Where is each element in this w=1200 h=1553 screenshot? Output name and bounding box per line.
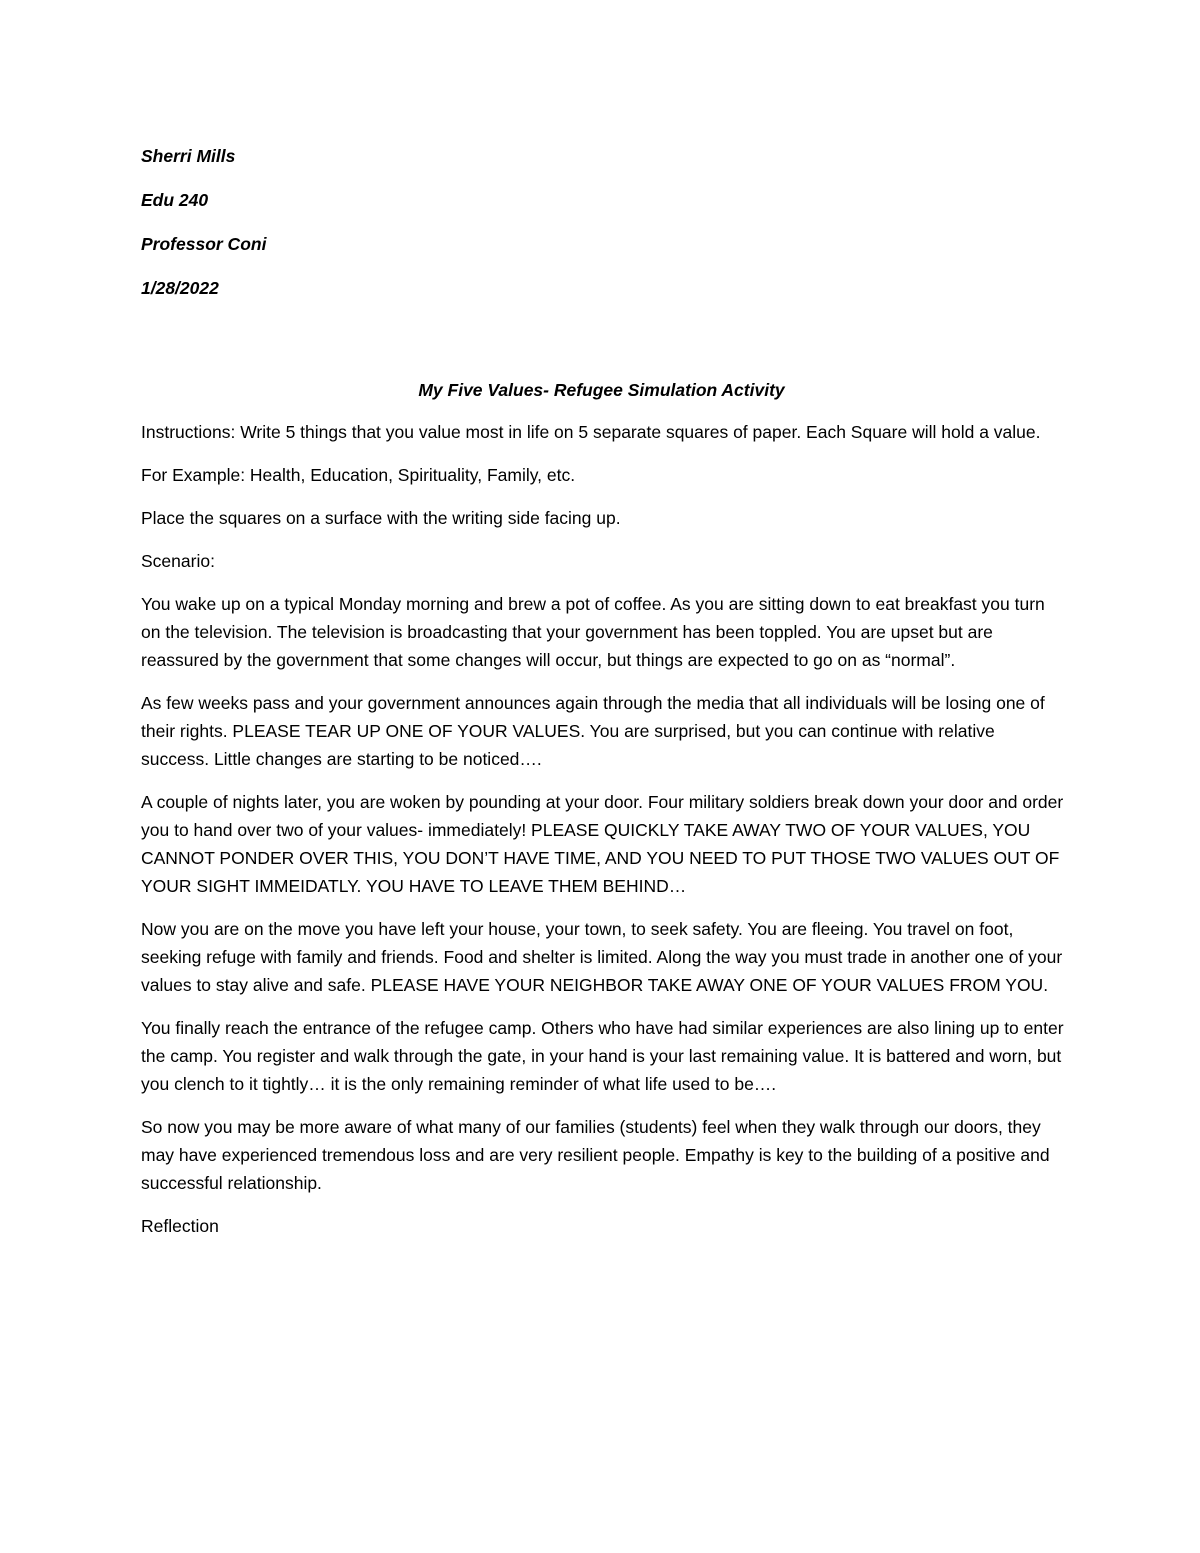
paragraph-scenario-1: You wake up on a typical Monday morning and brew a pot of coffee. As you are sitting down to eat breakfast you turn on the television. The television is broadcasting that your government has been toppled. You are upset but are reassured by the government that some changes will occur, but things are expected to go on as “normal”.: [141, 594, 1050, 670]
paragraph-example: For Example: Health, Education, Spirituality, Family, etc.: [141, 465, 576, 485]
paragraph-scenario-4: Now you are on the move you have left your house, your town, to seek safety. You are fleeing. You travel on foot, seeking refuge with family and friends. Food and shelter is limited. Along the way you must trade in another one of your values to stay alive and safe. PLEASE HAVE YOUR NEIGHBOR TAKE AWAY ONE OF YOUR VALUES FROM YOU.: [141, 919, 1068, 995]
document-date: 1/28/2022: [141, 278, 219, 298]
paragraph-placement: Place the squares on a surface with the writing side facing up.: [141, 508, 621, 528]
paragraph-instructions: Instructions: Write 5 things that you value most in life on 5 separate squares of paper. Each Square will hold a value.: [141, 422, 1041, 442]
course-name: Edu 240: [141, 190, 209, 210]
professor-name: Professor Coni: [141, 234, 267, 254]
paragraph-scenario-3: A couple of nights later, you are woken by pounding at your door. Four military soldiers break down your door and order you to hand over two of your values- immediately! PLEASE QUICKLY TAKE AWAY TWO OF YOUR VALUES, YOU CANNOT PONDER OVER THIS, YOU DON’T HAVE TIME, AND YOU NEED TO PUT THOSE TWO VALUES OUT OF YOUR SIGHT IMMEIDATLY. YOU HAVE TO LEAVE THEM BEHIND…: [141, 792, 1069, 896]
paragraph-reflection-label: Reflection: [141, 1216, 219, 1236]
paragraph-scenario-2: As few weeks pass and your government announces again through the media that all individuals will be losing one of their rights. PLEASE TEAR UP ONE OF YOUR VALUES. You are surprised, but you can continue with relative success. Little changes are starting to be noticed….: [141, 693, 1050, 769]
author-name: Sherri Mills: [141, 146, 236, 166]
spacer: [141, 318, 1066, 376]
paragraph-scenario-label: Scenario:: [141, 551, 215, 571]
paragraph-scenario-5: You finally reach the entrance of the refugee camp. Others who have had similar experiences are also lining up to enter the camp. You register and walk through the gate, in your hand is your last remaining value. It is battered and worn, but you clench to it tightly… it is the only remaining reminder of what life used to be….: [141, 1018, 1069, 1094]
paragraph-conclusion: So now you may be more aware of what many of our families (students) feel when they walk through our doors, they may have experienced tremendous loss and are very resilient people. Empathy is key to the building of a positive and successful relationship.: [141, 1117, 1055, 1193]
document-title: My Five Values- Refugee Simulation Activity: [418, 380, 785, 400]
document-content: [141, 142, 1069, 1255]
